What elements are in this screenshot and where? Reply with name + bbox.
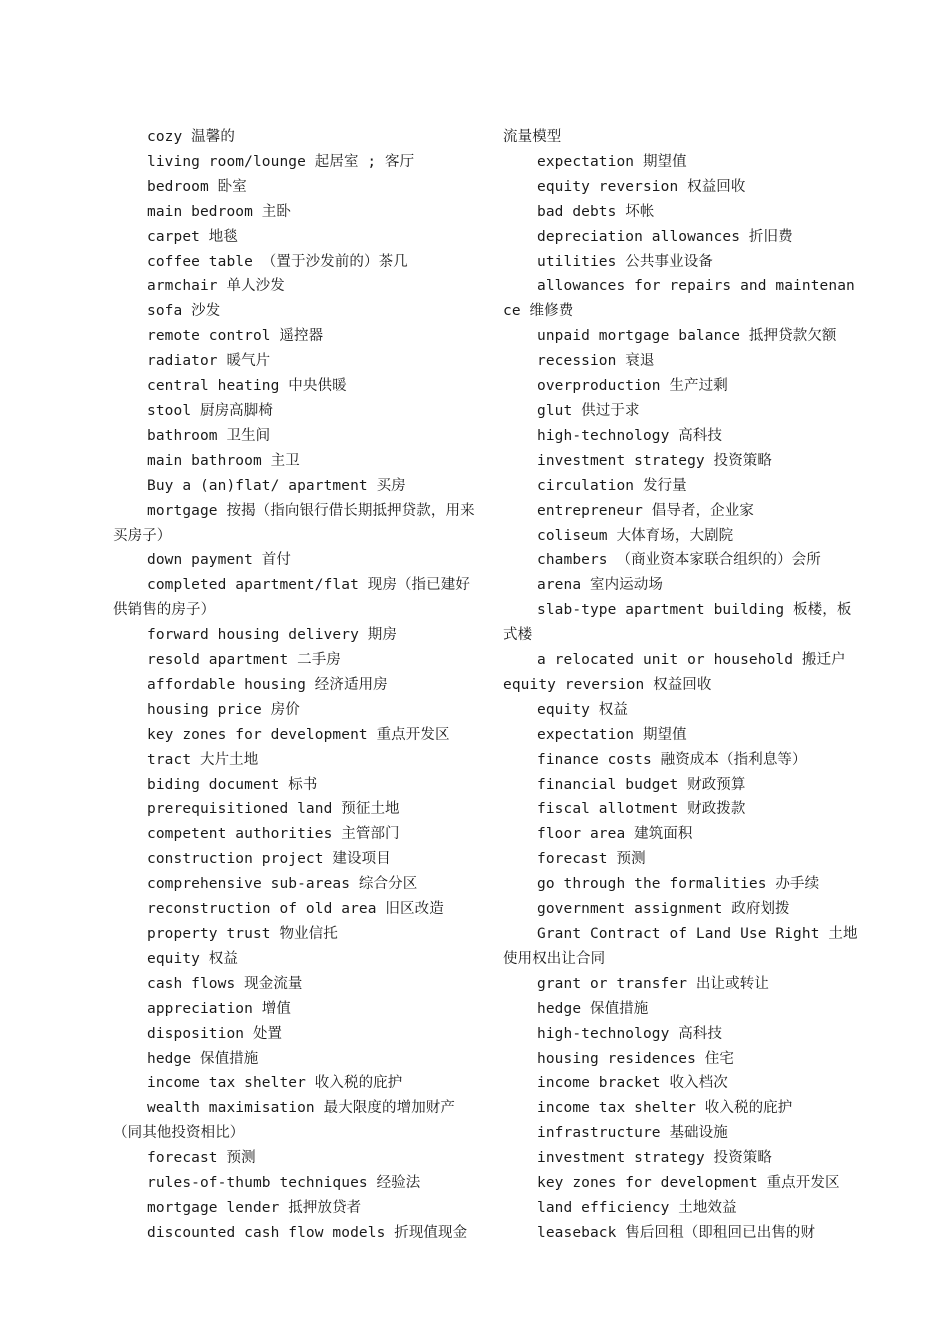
right-column: [503, 125, 863, 1246]
glossary-entry: completed apartment/flat 现房（指已建好供销售的房子）: [113, 577, 470, 619]
glossary-entry: investment strategy 投资策略: [537, 452, 772, 469]
glossary-entry: Buy a (an)flat/ apartment 买房: [147, 477, 406, 494]
glossary-entry: down payment 首付: [147, 552, 291, 569]
glossary-entry: wealth maximisation 最大限度的增加财产（同其他投资相比）: [113, 1100, 455, 1142]
glossary-entry: go through the formalities 办手续: [537, 876, 820, 893]
glossary-entry: income tax shelter 收入税的庇护: [147, 1075, 403, 1092]
glossary-entry: bathroom 卫生间: [147, 427, 271, 444]
glossary-entry: disposition 处置: [147, 1025, 283, 1042]
glossary-entry: main bedroom 主卧: [147, 203, 291, 220]
glossary-entry: carpet 地毯: [147, 228, 239, 245]
glossary-entry: mortgage 按揭（指向银行借长期抵押贷款，用来买房子）: [113, 502, 475, 544]
glossary-entry: tract 大片土地: [147, 751, 259, 768]
glossary-entry: allowances for repairs and maintenance 维修费: [503, 278, 855, 320]
glossary-entry: glut 供过于求: [537, 402, 640, 419]
glossary-entry: forward housing delivery 期房: [147, 627, 397, 644]
glossary-entry: remote control 遥控器: [147, 328, 324, 345]
glossary-entry: key zones for development 重点开发区: [147, 726, 450, 743]
glossary-entry: government assignment 政府划拨: [537, 901, 790, 918]
glossary-entry: rules-of-thumb techniques 经验法: [147, 1175, 421, 1192]
glossary-entry: utilities 公共事业设备: [537, 253, 713, 270]
glossary-entry: forecast 预测: [537, 851, 646, 868]
glossary-entry: high-technology 高科技: [537, 427, 723, 444]
glossary-entry: slab-type apartment building 板楼，板式楼: [503, 602, 852, 644]
glossary-entry: central heating 中央供暖: [147, 378, 347, 395]
glossary-entry: hedge 保值措施: [147, 1050, 259, 1067]
glossary-entry: equity reversion 权益回收: [537, 178, 746, 195]
glossary-entry: equity 权益: [147, 950, 239, 967]
glossary-entry: grant or transfer 出让或转让: [537, 975, 769, 992]
glossary-entry: investment strategy 投资策略: [537, 1150, 772, 1167]
continued-entry: 流量模型: [503, 129, 562, 145]
glossary-entry: financial budget 财政预算: [537, 776, 746, 793]
glossary-entry: land efficiency 土地效益: [537, 1199, 737, 1216]
glossary-entry: floor area 建筑面积: [537, 826, 693, 843]
glossary-entry: hedge 保值措施: [537, 1000, 649, 1017]
glossary-entry: competent authorities 主管部门: [147, 826, 400, 843]
glossary-entry: unpaid mortgage balance 抵押贷款欠额: [537, 328, 837, 345]
glossary-entry: key zones for development 重点开发区: [537, 1175, 840, 1192]
glossary-entry: finance costs 融资成本（指利息等）: [537, 751, 807, 768]
glossary-entry: income bracket 收入档次: [537, 1075, 728, 1092]
glossary-entry: armchair 单人沙发: [147, 278, 285, 295]
glossary-entry: high-technology 高科技: [537, 1025, 723, 1042]
glossary-entry: biding document 标书: [147, 776, 318, 793]
glossary-entry: cozy 温馨的: [147, 129, 235, 145]
glossary-entry: depreciation allowances 折旧费: [537, 228, 793, 245]
glossary-entry: housing price 房价: [147, 701, 300, 718]
glossary-entry: property trust 物业信托: [147, 926, 338, 942]
glossary-entry: mortgage lender 抵押放贷者: [147, 1199, 362, 1216]
glossary-entry: fiscal allotment 财政拨款: [537, 801, 746, 818]
glossary-entry: living room/lounge 起居室 ; 客厅: [147, 153, 415, 170]
glossary-entry: a relocated unit or household 搬迁户 equity reversion 权益回收: [503, 652, 846, 693]
glossary-entry: main bathroom 主卫: [147, 452, 300, 469]
glossary-entry: sofa 沙发: [147, 303, 221, 320]
glossary-entry: housing residences 住宅: [537, 1050, 734, 1067]
glossary-entry: equity 权益: [537, 701, 629, 718]
glossary-entry: infrastructure 基础设施: [537, 1125, 728, 1142]
glossary-entry: comprehensive sub-areas 综合分区: [147, 876, 418, 893]
glossary-entry: expectation 期望值: [537, 726, 687, 743]
glossary-entry: leaseback 售后回租（即租回已出售的财: [537, 1224, 816, 1241]
glossary-entry: stool 厨房高脚椅: [147, 402, 273, 419]
glossary-entry: prerequisitioned land 预征土地: [147, 801, 400, 818]
glossary-entry: coliseum 大体育场，大剧院: [537, 527, 734, 544]
glossary-entry: recession 衰退: [537, 353, 655, 370]
glossary-entry: Grant Contract of Land Use Right 土地使用权出让合同: [503, 926, 858, 967]
glossary-entry: chambers （商业资本家联合组织的）会所: [537, 552, 821, 569]
glossary-entry: appreciation 增值: [147, 1000, 291, 1017]
glossary-entry: radiator 暖气片: [147, 353, 271, 370]
glossary-entry: arena 室内运动场: [537, 577, 663, 594]
glossary-entry: coffee table （置于沙发前的）茶几: [147, 253, 408, 270]
glossary-entry: discounted cash flow models 折现值现金: [147, 1224, 468, 1241]
glossary-entry: forecast 预测: [147, 1150, 256, 1167]
glossary-entry: affordable housing 经济适用房: [147, 676, 388, 693]
left-column: [113, 125, 478, 1246]
glossary-entry: bedroom 卧室: [147, 178, 247, 195]
glossary-entry: income tax shelter 收入税的庇护: [537, 1100, 793, 1117]
glossary-entry: overproduction 生产过剩: [537, 378, 728, 395]
glossary-entry: resold apartment 二手房: [147, 652, 341, 669]
glossary-entry: construction project 建设项目: [147, 851, 391, 868]
glossary-entry: reconstruction of old area 旧区改造: [147, 901, 444, 918]
glossary-entry: bad debts 坏帐: [537, 203, 655, 220]
glossary-entry: circulation 发行量: [537, 477, 687, 494]
glossary-entry: cash flows 现金流量: [147, 975, 303, 992]
glossary-entry: entrepreneur 倡导者，企业家: [537, 502, 754, 519]
glossary-entry: expectation 期望值: [537, 153, 687, 170]
